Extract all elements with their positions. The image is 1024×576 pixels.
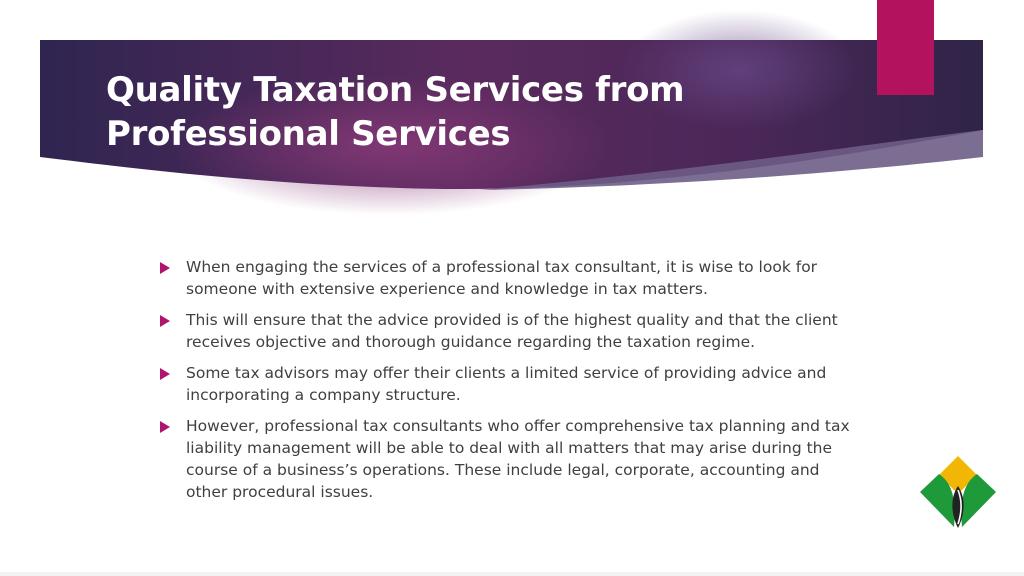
right-triangle-icon — [160, 421, 170, 433]
bullet-list — [160, 256, 860, 512]
accent-tab — [877, 0, 934, 95]
bullet-item — [160, 309, 860, 353]
bullet-text: However, professional tax consultants who offer comprehensive tax planning and tax liability management will be able to deal with all matters that may arise during the course of a business’s operations. These include legal, corporate, accounting and other procedural issues. — [186, 417, 850, 501]
bullet-item — [160, 415, 860, 503]
bullet-item — [160, 362, 860, 406]
bullet-text: This will ensure that the advice provided is of the highest quality and that the client receives objective and thorough guidance regarding the taxation regime. — [186, 311, 838, 351]
title-line-2: Professional Services — [106, 114, 511, 154]
right-triangle-icon — [160, 262, 170, 274]
bullet-text: Some tax advisors may offer their clients a limited service of providing advice and incorporating a company structure. — [186, 364, 827, 404]
leaf-diamond-logo — [918, 454, 998, 530]
title-line-1: Quality Taxation Services from — [106, 70, 685, 110]
bullet-item — [160, 256, 860, 300]
bullet-text: When engaging the services of a professional tax consultant, it is wise to look for someone with extensive experience and knowledge in tax matters. — [186, 258, 818, 298]
right-triangle-icon — [160, 368, 170, 380]
bottom-divider — [0, 572, 1024, 576]
right-triangle-icon — [160, 315, 170, 327]
slide-title — [106, 68, 806, 156]
